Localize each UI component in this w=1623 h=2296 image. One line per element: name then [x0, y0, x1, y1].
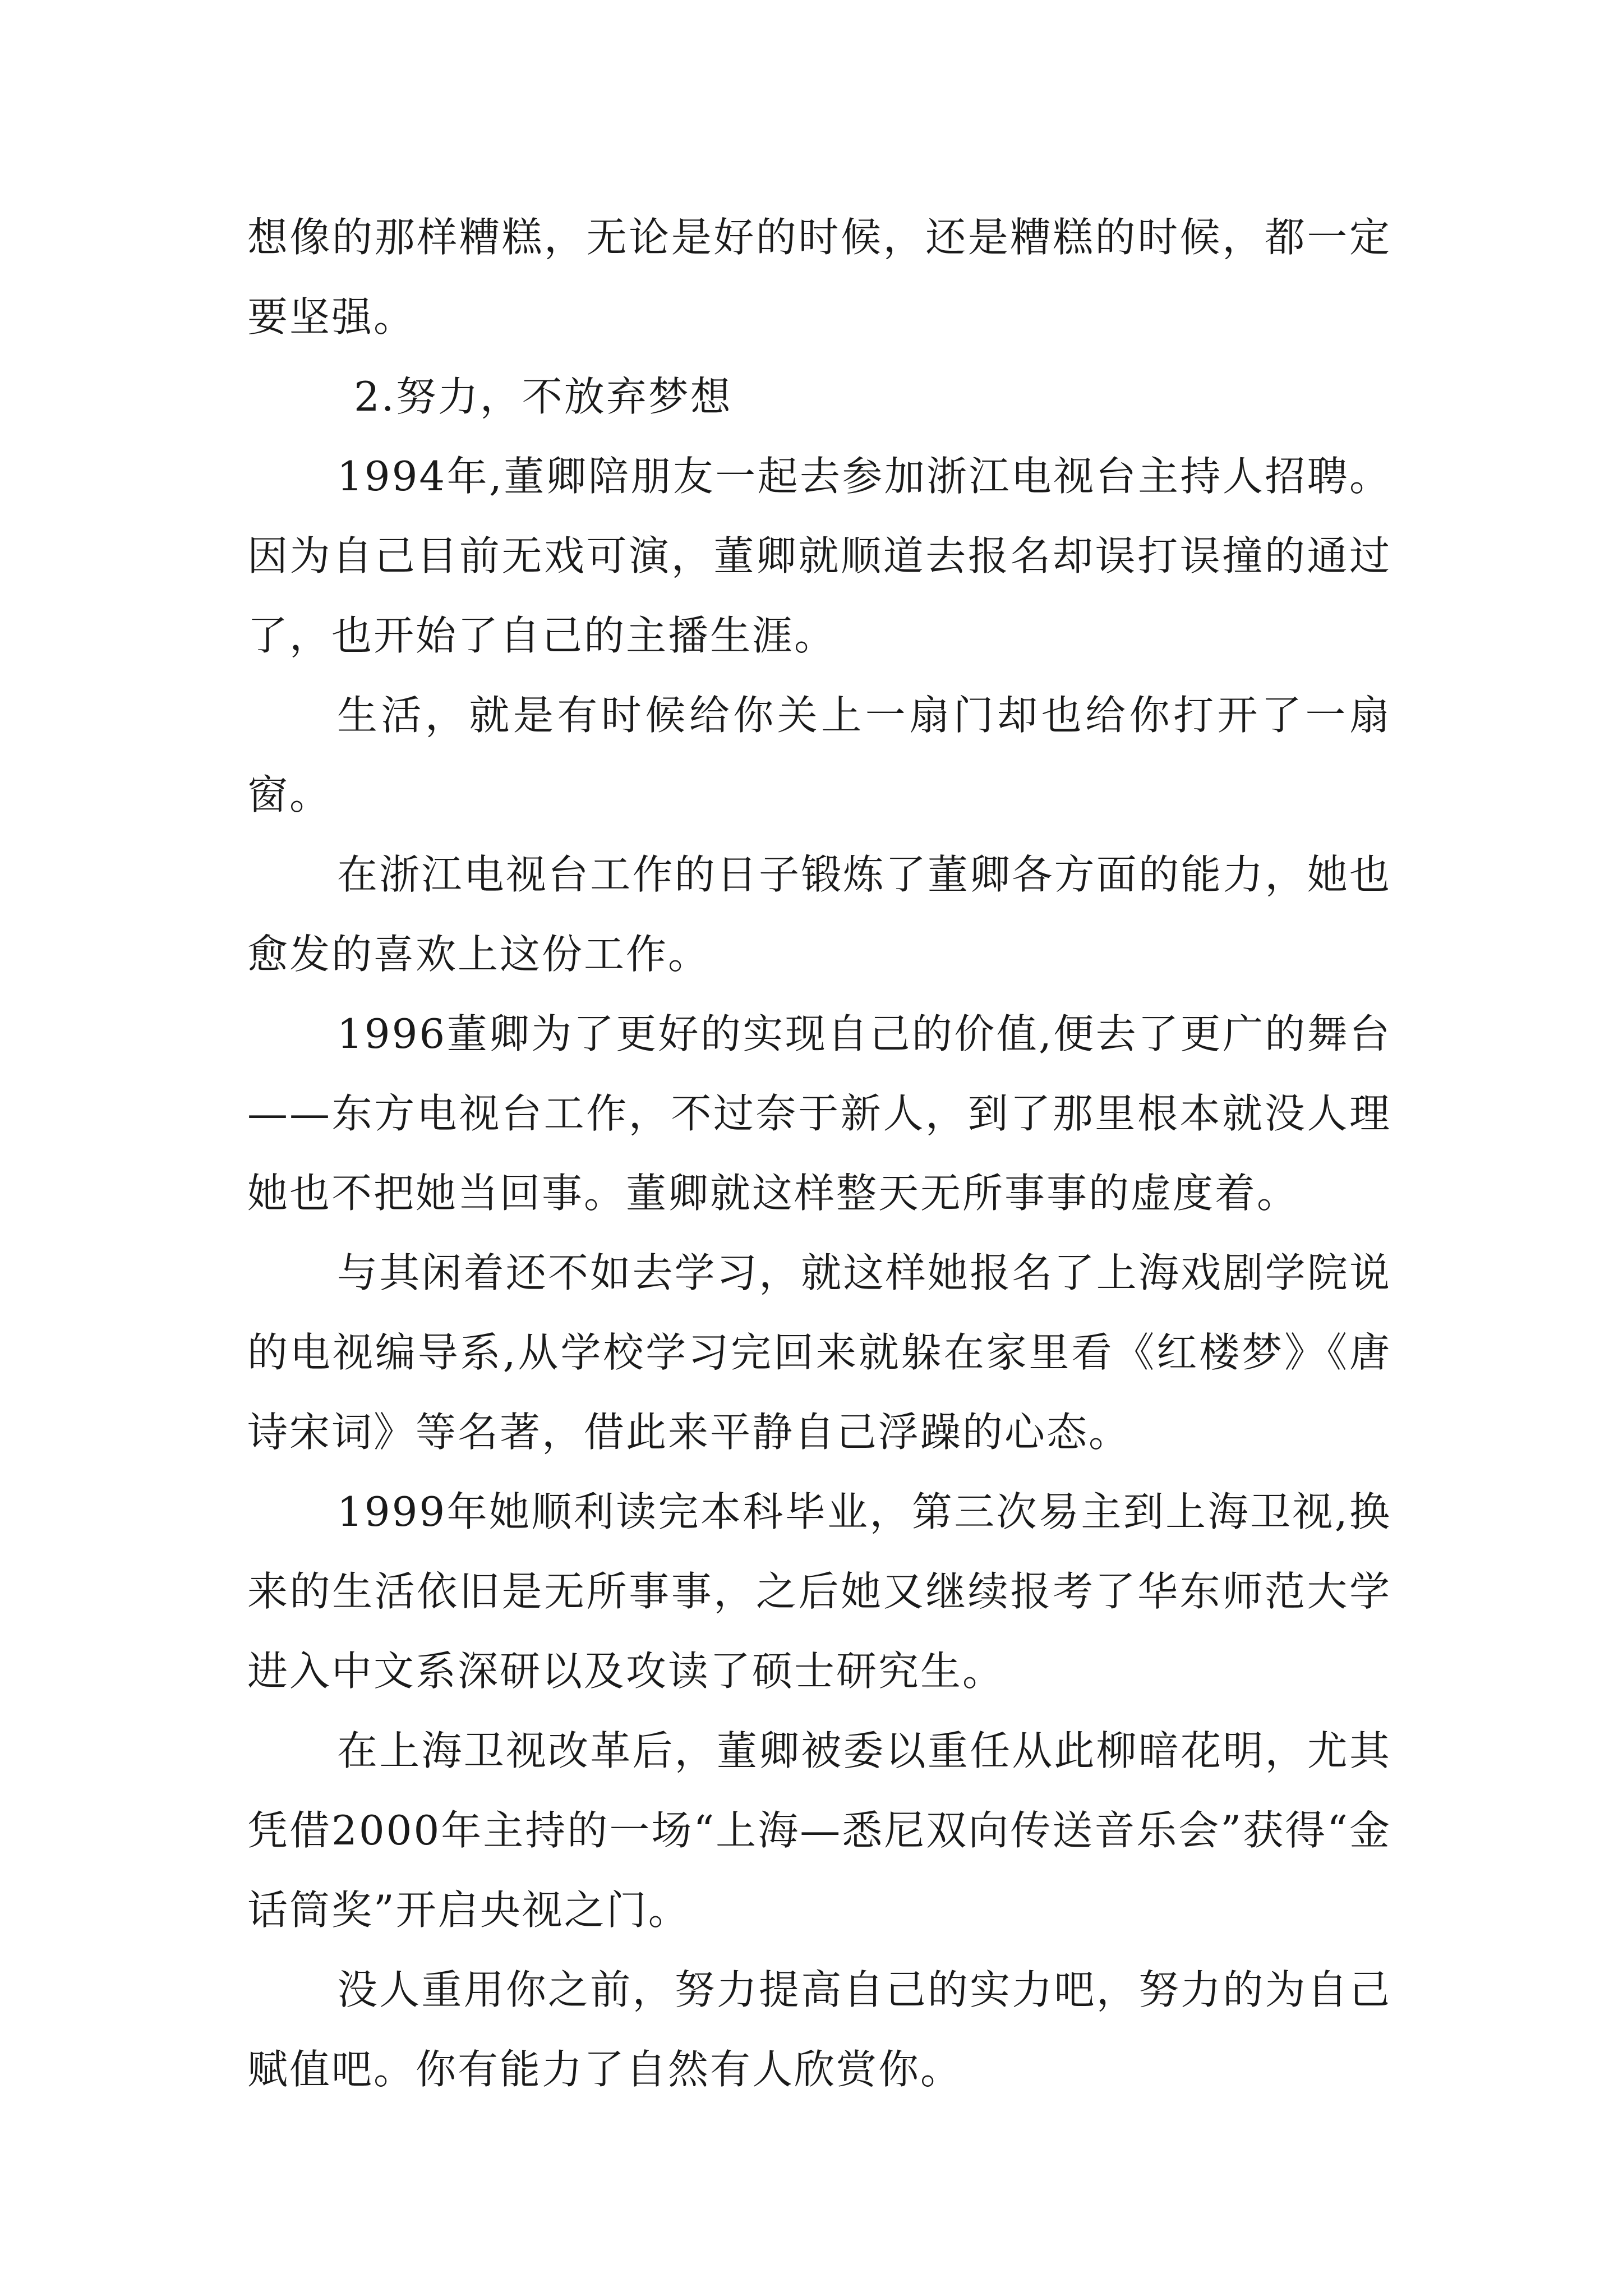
paragraph: 1996董卿为了更好的实现自己的价值,便去了更广的舞台——东方电视台工作，不过奈于新人，到了那里根本就没人理她也不把她当回事。董卿就这样整天无所事事的虚度着。	[247, 1010, 1391, 1217]
paragraph: 在上海卫视改革后，董卿被委以重任从此柳暗花明，尤其凭借2000年主持的一场“上海—悉尼双向传送音乐会”获得“金话筒奖”开启央视之门。	[247, 1727, 1391, 1934]
paragraph: 1999年她顺利读完本科毕业，第三次易主到上海卫视,换来的生活依旧是无所事事，之后她又继续报考了华东师范大学进入中文系深研以及攻读了硕士研究生。	[247, 1488, 1391, 1695]
paragraph-continuation: 想像的那样糟糕，无论是好的时候，还是糟糕的时候，都一定要坚强。	[247, 214, 1391, 341]
document-body	[247, 197, 1391, 2109]
paragraph: 没人重用你之前，努力提高自己的实力吧，努力的为自己赋值吧。你有能力了自然有人欣赏你。	[247, 1966, 1391, 2093]
paragraph: 1994年,董卿陪朋友一起去参加浙江电视台主持人招聘。因为自己目前无戏可演，董卿就顺道去报名却误打误撞的通过了，也开始了自己的主播生涯。	[247, 453, 1391, 659]
section-heading: 2.努力，不放弃梦想	[354, 373, 732, 420]
paragraph: 在浙江电视台工作的日子锻炼了董卿各方面的能力，她也愈发的喜欢上这份工作。	[247, 851, 1391, 978]
paragraph: 与其闲着还不如去学习，就这样她报名了上海戏剧学院说的电视编导系,从学校学习完回来就躲在家里看《红楼梦》《唐诗宋词》等名著，借此来平静自己浮躁的心态。	[247, 1249, 1391, 1456]
paragraph: 生活，就是有时候给你关上一扇门却也给你打开了一扇窗。	[247, 692, 1391, 818]
